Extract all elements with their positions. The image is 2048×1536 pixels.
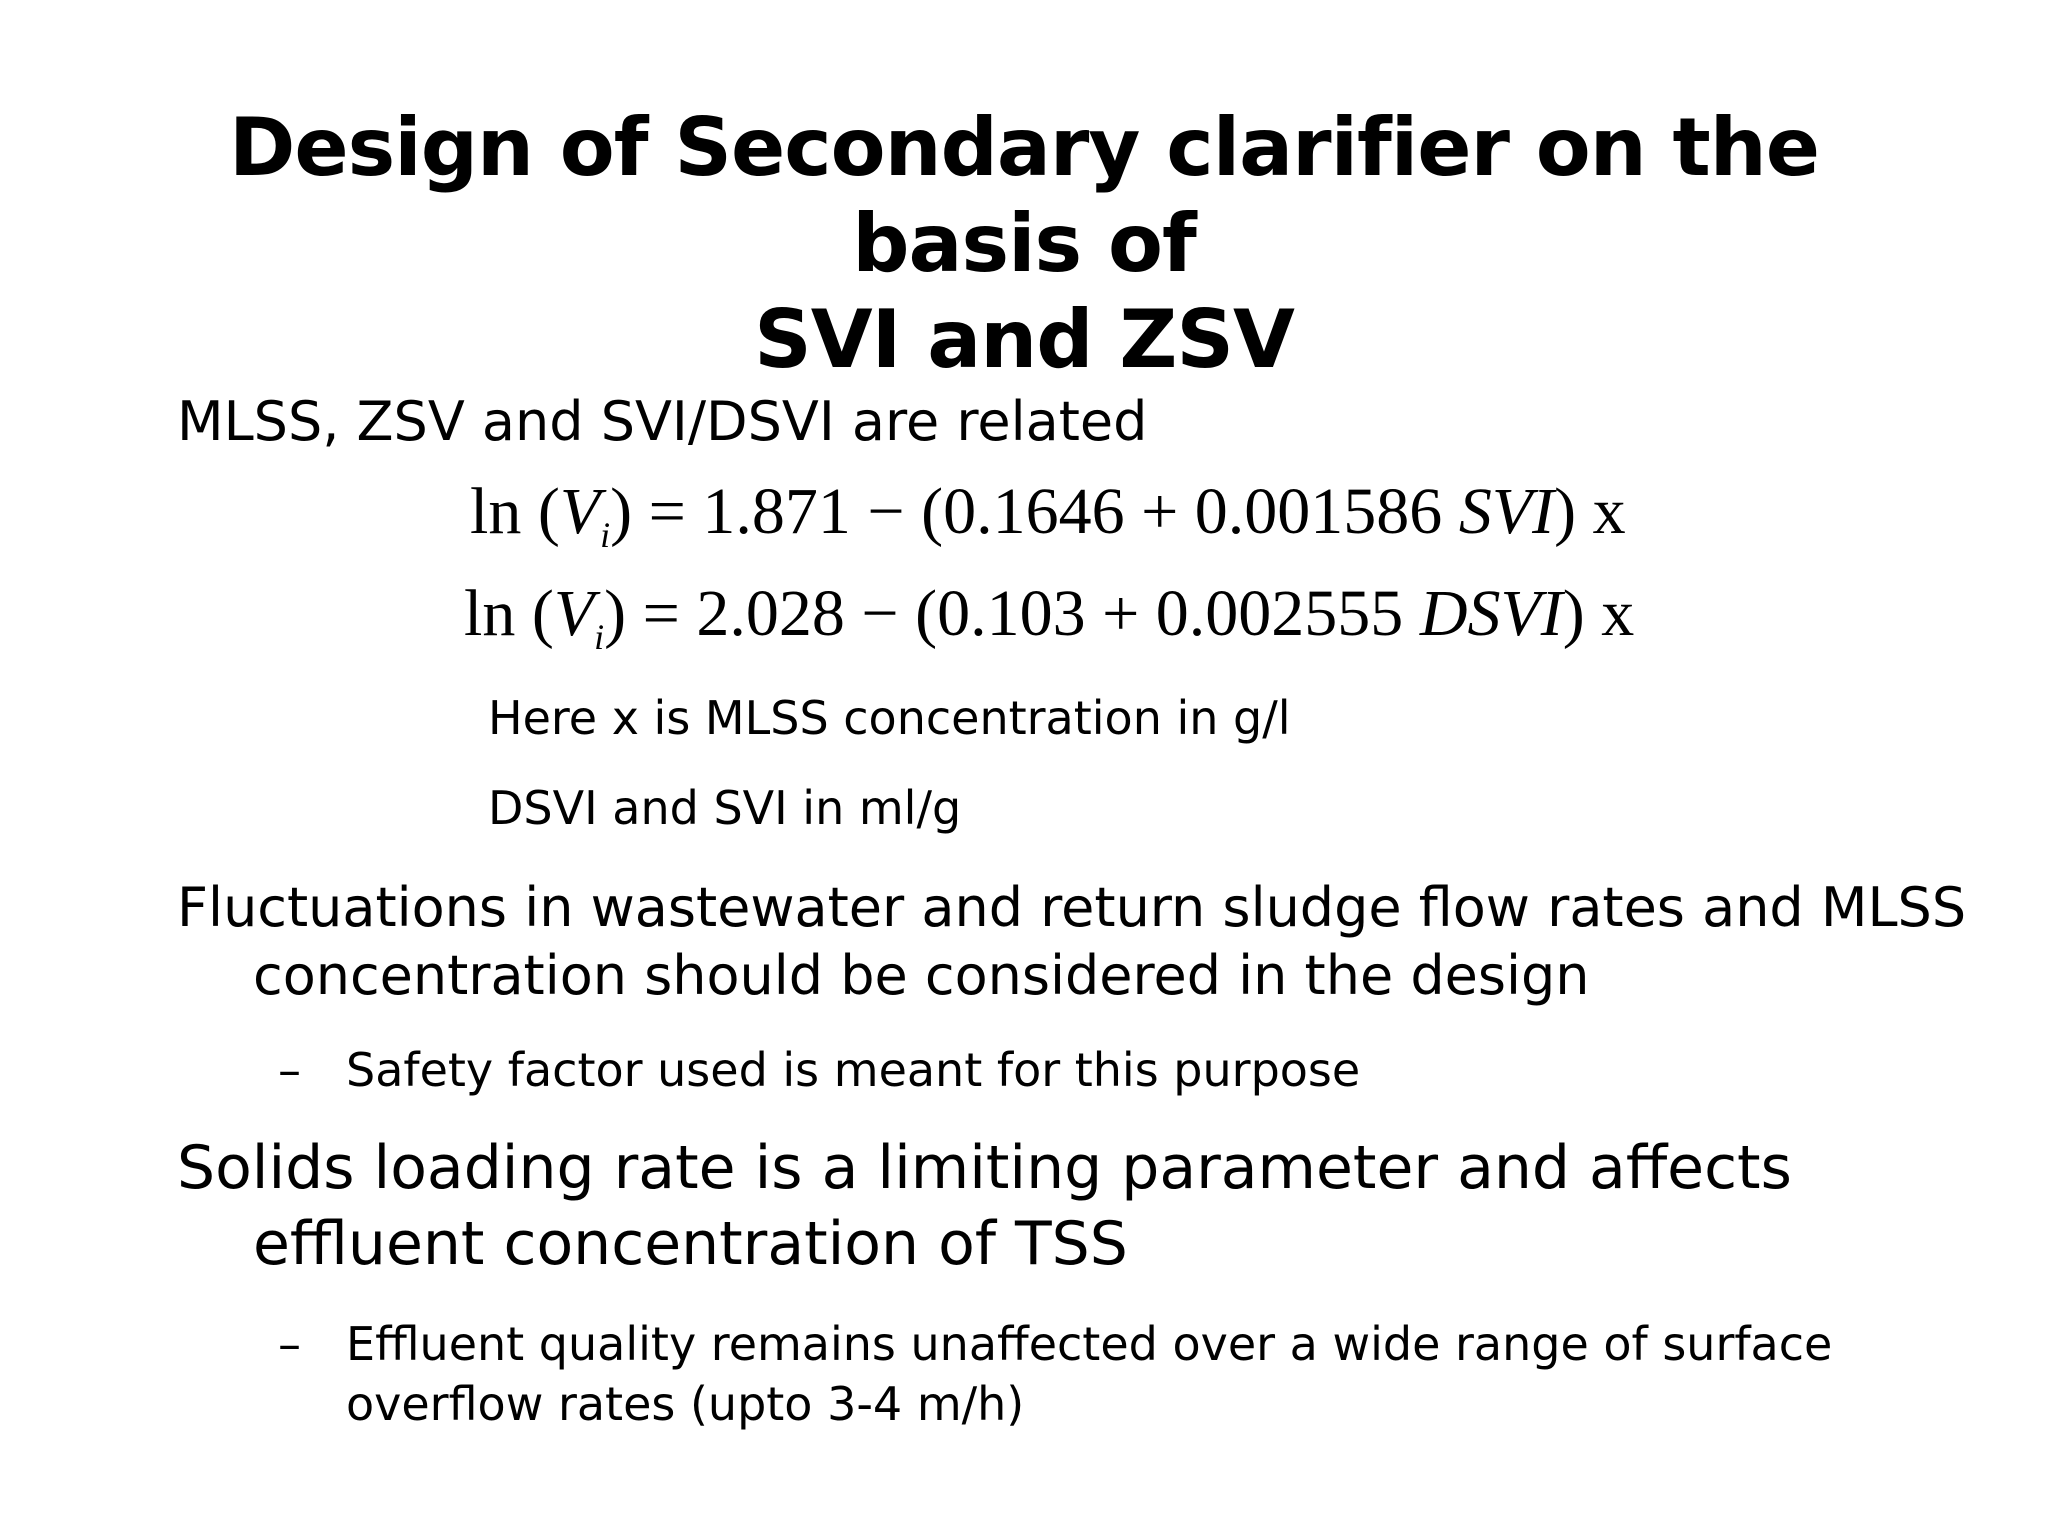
eq1-fn: ln [470,475,522,548]
note-mlss-units: Here x is MLSS concentration in g/l [488,691,1291,745]
bullet-solids-loading [177,1130,1792,1282]
sub-bullet-effluent-quality [278,1314,1832,1434]
eq1-var: V [559,475,601,548]
title-line-1: Design of Secondary clarifier on the basis of [228,101,1819,290]
sub-bullet-safety-factor [278,1040,1360,1100]
bullet-fluctuations-line1: Fluctuations in wastewater and return sludge flow rates and MLSS [177,876,1967,939]
eq1-tail: ) x [1554,475,1626,548]
title-line-2: SVI and ZSV [754,293,1294,386]
eq2-var: V [553,577,595,650]
equation-dsvi: $\ln (V_i) = 2.028 - (0.103 + 0.002555$ DSVI) x [464,577,1635,657]
eq2-sub: i [594,617,605,657]
eq1-sub: i [600,515,611,555]
bullet-fluctuations-line2: concentration should be considered in the design [253,944,1590,1007]
dash-marker: – [278,1043,301,1097]
equation-svi: $\ln (V_i) = 1.871 - (0.1646 + 0.001586$ SVI) x [470,475,1626,555]
note-svi-units: DSVI and SVI in ml/g [488,781,962,835]
eq2-rhs: = 2.028 − (0.103 + 0.002555 [642,577,1404,650]
eq1-rhs: = 1.871 − (0.1646 + 0.001586 [648,475,1443,548]
sub-bullet-text: Safety factor used is meant for this purpose [346,1043,1361,1097]
slide-title [140,100,1908,388]
eq1-rhs-var: SVI [1458,475,1555,548]
eq2-tail: ) x [1562,577,1635,650]
intro-text: MLSS, ZSV and SVI/DSVI are related [177,390,1148,453]
eq2-rhs-var: DSVI [1419,577,1563,650]
bullet-solids-line1: Solids loading rate is a limiting parameter and affects [177,1133,1792,1203]
bullet-solids-line2: effluent concentration of TSS [253,1209,1128,1279]
dash-marker: – [278,1317,301,1371]
sub-bullet-line2: overflow rates (upto 3-4 m/h) [346,1377,1025,1431]
sub-bullet-line1: Effluent quality remains unaffected over a wide range of surface [346,1317,1833,1371]
eq2-fn: ln [464,577,516,650]
bullet-fluctuations [177,874,1966,1010]
